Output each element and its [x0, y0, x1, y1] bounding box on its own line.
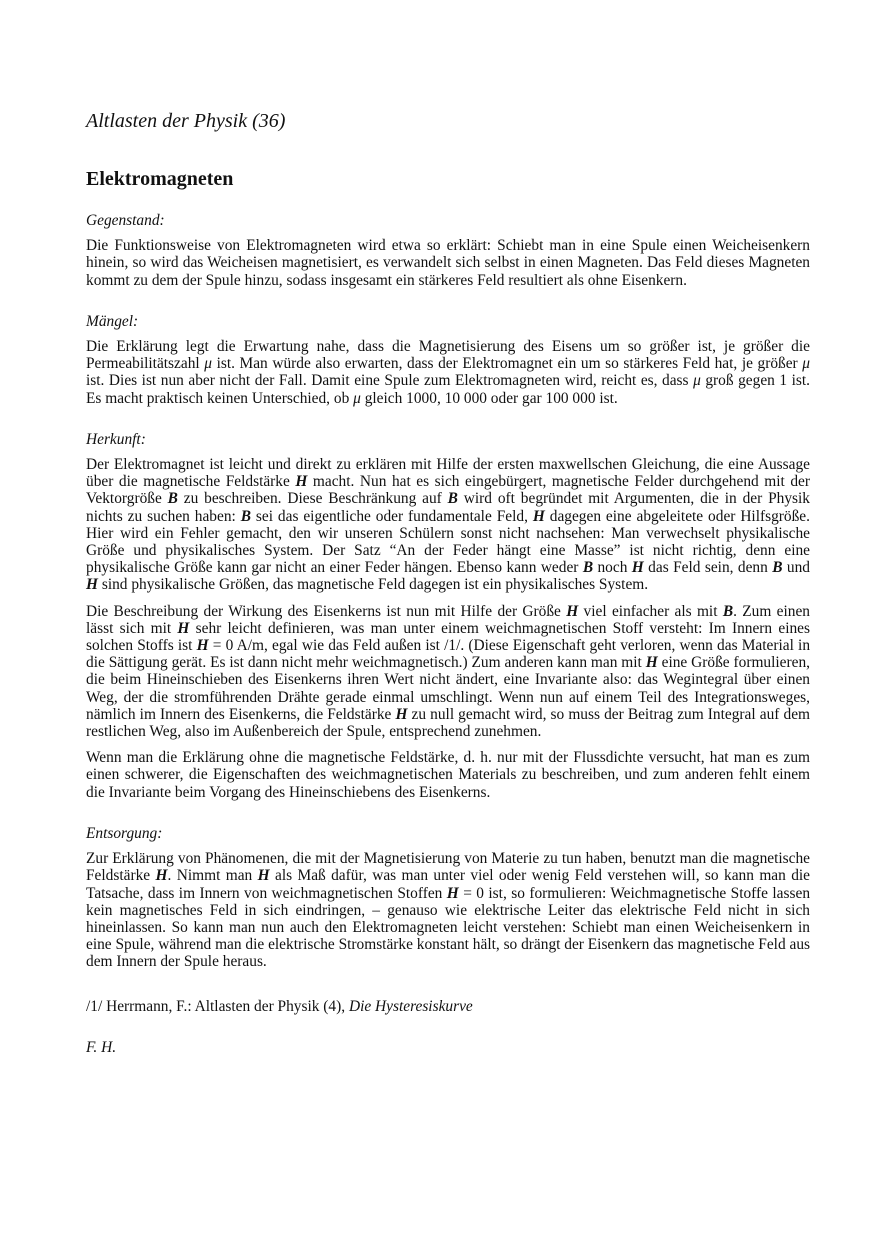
symbol: B	[772, 559, 783, 577]
section-heading: Gegenstand:	[86, 212, 165, 229]
greek-symbol: μ	[693, 372, 701, 390]
text-run: ist. Dies ist nun aber nicht der Fall. Damit eine Spule zum Elektromagneten wird, reicht es, dass	[86, 372, 694, 390]
symbol: H	[395, 705, 408, 723]
text-run: ist. Man würde also erwarten, dass der Elektromagnet ein um so stärkeres Feld hat, je größer	[212, 355, 803, 373]
section-herkunft	[86, 431, 810, 801]
symbol: H	[155, 867, 168, 885]
symbol: H	[532, 507, 545, 525]
document-page	[86, 108, 810, 1056]
text-run: eine Größe formulieren, die beim Hineinschieben des Eisenkerns ihren Wert nicht ändert, eine Invariante also: das Wegintegral über einen Weg, der die stromführenden Drähte gerade einmal umschlingt. Wenn nun auf einem Teil des Integrationsweges, nämlich im Innern des Eisenkerns, die Feldstärke	[86, 654, 810, 723]
greek-symbol: μ	[353, 389, 361, 407]
symbol: H	[566, 602, 579, 620]
text-run: wird oft begründet mit Argumenten, die in der Physik nichts zu suchen haben:	[86, 490, 810, 525]
greek-symbol: μ	[802, 355, 810, 373]
text-run: als Maß dafür, was man unter viel oder wenig Feld verstehen will, so kann man die Tatsache, dass im Innern von weichmagnetischen Stoffen	[86, 867, 811, 902]
text-run: viel einfacher als mit	[578, 602, 723, 620]
symbol: H	[631, 559, 644, 577]
symbol: B	[240, 507, 251, 525]
section-heading: Entsorgung:	[86, 824, 163, 842]
text-run: Wenn man die Erklärung ohne die magnetische Feldstärke, d. h. nur mit der Flussdichte versucht, hat man es zum einen schwerer, die Eigenschaften des weichmagnetischen Materials zu beschreiben, und zum anderen fehlt einem die Invariante beim Vorgang des Hineinschiebens des Eisenkerns.	[86, 749, 810, 801]
text-run: macht. Nun hat es sich eingebürgert, magnetische Felder durchgehend mit der Vektorgröße	[86, 473, 810, 508]
text-run: groß gegen 1 ist. Es macht praktisch keinen Unterschied, ob	[86, 372, 810, 407]
text-run: = 0 ist, so formulieren: Weichmagnetische Stoffe lassen kein magnetisches Feld in sich eindringen, – genauso wie elektrische Leiter das elektrische Feld nicht in sich hineinlassen. So kann man nun auch den Elektromagneten leicht verstehen: Schiebt man einen Weicheisenkern in eine Spule, während man die elektrische Stromstärke konstant hält, so drängt der Eisenkern das magnetische Feld aus dem Innern der Spule heraus.	[86, 884, 811, 971]
text-run: Die Erklärung legt die Erwartung nahe, dass die Magnetisierung des Eisens um so größer ist, je größer die Permeabilitätszahl	[86, 338, 810, 373]
text-run: noch	[593, 559, 632, 577]
symbol: H	[177, 619, 190, 637]
signature: F. H.	[86, 1038, 117, 1056]
paragraph	[86, 749, 810, 801]
text-run: . Zum einen lässt sich mit	[86, 602, 811, 637]
symbol: H	[86, 576, 98, 594]
text-run: und	[782, 559, 810, 577]
section-entsorgung	[86, 825, 810, 971]
reference-prefix: /1/ Herrmann, F.: Altlasten der Physik (4),	[86, 997, 349, 1015]
symbol: B	[722, 602, 734, 620]
paragraph	[86, 850, 810, 970]
section-gegenstand	[86, 212, 810, 289]
paragraph	[86, 603, 810, 741]
symbol: B	[447, 490, 458, 508]
text-run: sei das eigentliche oder fundamentale Feld,	[250, 507, 533, 525]
text-run: sind physikalische Größen, das magnetische Feld dagegen ist ein physikalisches System.	[97, 576, 649, 594]
text-run: Die Funktionsweise von Elektromagneten wird etwa so erklärt: Schiebt man in eine Spule einen Weicheisenkern hinein, so wird das Weicheisen magnetisiert, es verwandelt sich selbst in einen Magneten. Das Feld dieses Magneten kommt zu dem der Spule hinzu, sodass insgesamt ein stärkeres Feld resultiert als ohne Eisenkern.	[86, 237, 810, 289]
text-run: dagegen eine abgeleitete oder Hilfsgröße. Hier wird ein Fehler gemacht, den wir unseren Schülern sonst nicht nachsehen: Man verwechselt physikalische Größe und physikalisches System. Der Satz “An der Feder hängt eine Masse” ist nicht richtig, denn eine physikalische Größe kann gar nicht an einer Feder hängen. Ebenso kann weder	[86, 507, 810, 577]
text-run: das Feld sein, denn	[643, 559, 773, 577]
paragraph	[86, 237, 810, 289]
section-heading: Mängel:	[86, 312, 139, 330]
text-run: Die Beschreibung der Wirkung des Eisenkerns ist nun mit Hilfe der Größe	[86, 602, 567, 620]
series-title: Altlasten der Physik (36)	[86, 110, 286, 132]
symbol: H	[446, 884, 459, 902]
text-run: zu null gemacht wird, so muss der Beitrag zum Integral auf dem restlichen Weg, also im Außenbereich der Spule, entsprechend zunehmen.	[86, 705, 810, 741]
symbol: B	[582, 559, 594, 577]
symbol: H	[257, 867, 270, 885]
section-heading: Herkunft:	[86, 430, 146, 448]
symbol: H	[196, 637, 209, 655]
text-run: Zur Erklärung von Phänomenen, die mit der Magnetisierung von Materie zu tun haben, benutzt man die magnetische Feldstärke	[86, 850, 810, 885]
text-run: = 0 A/m, egal wie das Feld außen ist /1/. (Diese Eigenschaft geht verloren, wenn das Material in die Sättigung gerät. Es ist dann nicht mehr weichmagnetisch.) Zum anderen kann man mit	[86, 637, 811, 672]
text-run: . Nimmt man	[167, 867, 258, 885]
section-maengel	[86, 313, 810, 407]
symbol: B	[167, 490, 178, 508]
text-run: Der Elektromagnet ist leicht und direkt zu erklären mit Hilfe der ersten maxwellschen Gleichung, die eine Aussage über die magnetische Feldstärke	[86, 456, 810, 491]
text-run: gleich 1000, 10 000 oder gar 100 000 ist.	[360, 389, 618, 407]
paragraph	[86, 338, 810, 407]
paragraph	[86, 456, 810, 594]
reference	[86, 998, 810, 1015]
symbol: H	[295, 473, 308, 491]
greek-symbol: μ	[204, 355, 212, 373]
text-run: sehr leicht definieren, was man unter einem weichmagnetischen Stoff versteht: Im Innern eines solchen Stoffs ist	[86, 619, 810, 655]
article-title: Elektromagneten	[86, 168, 234, 190]
text-run: zu beschreiben. Diese Beschränkung auf	[177, 490, 448, 508]
reference-title: Die Hysteresiskurve	[348, 997, 473, 1015]
symbol: H	[645, 654, 658, 672]
